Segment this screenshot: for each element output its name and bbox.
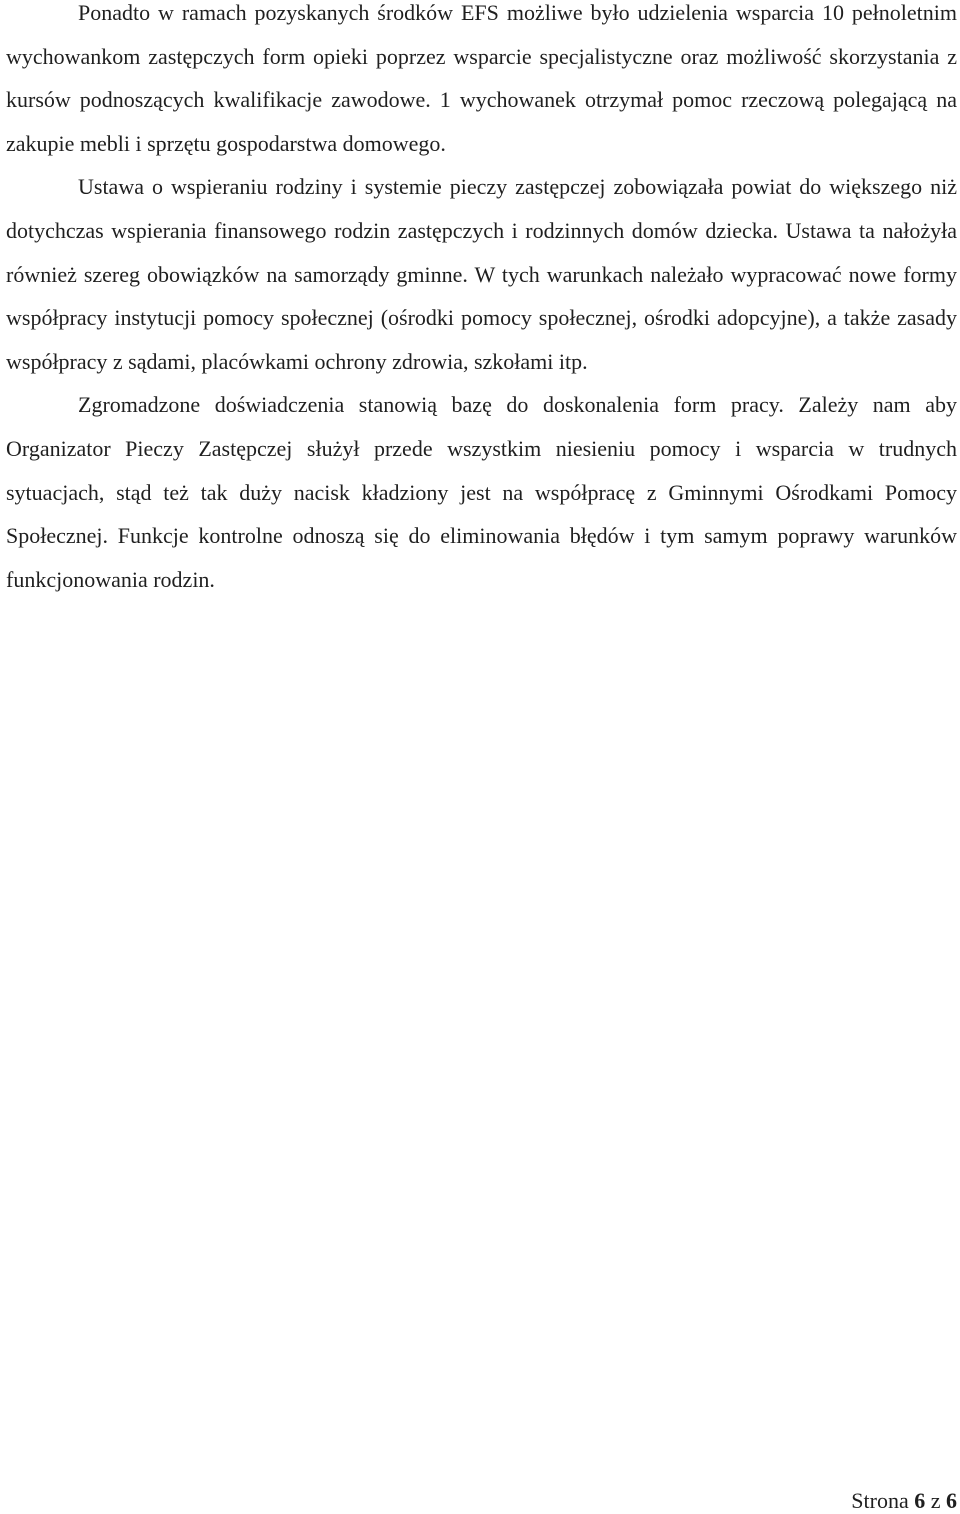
current-page-number: 6 (914, 1488, 926, 1513)
total-pages-number: 6 (946, 1488, 957, 1513)
paragraph-experience-cooperation: Zgromadzone doświadczenia stanowią bazę do doskonalenia form pracy. Zależy nam aby Organizator Pieczy Zastępczej służył przede wszystkim niesieniu pomocy i wsparcia w trudnych sytuacjach, stąd też tak duży nacisk kładziony jest na współpracę z Gminnymi Ośrodkami Pomocy Społecznej. Funkcje kontrolne odnoszą się do eliminowania błędów i tym samym poprawy warunków funkcjonowania rodzin. (6, 392, 957, 592)
paragraph-act-on-family-support: Ustawa o wspieraniu rodziny i systemie pieczy zastępczej zobowiązała powiat do większego niż dotychczas wspierania finansowego rodzin zastępczych i rodzinnych domów dziecka. Ustawa ta nałożyła również szereg obowiązków na samorządy gminne. W tych warunkach należało wypracować nowe formy współpracy instytucji pomocy społecznej (ośrodki pomocy społecznej, ośrodki adopcyjne), a także zasady współpracy z sądami, placówkami ochrony zdrowia, szkołami itp. (6, 174, 957, 374)
paragraph-efs-support: Ponadto w ramach pozyskanych środków EFS możliwe było udzielenia wsparcia 10 pełnoletnim wychowankom zastępczych form opieki poprzez wsparcie specjalistyczne oraz możliwość skorzystania z kursów podnoszących kwalifikacje zawodowe. 1 wychowanek otrzymał pomoc rzeczową polegającą na zakupie mebli i sprzętu gospodarstwa domowego. (6, 0, 957, 156)
page-separator: z (930, 1488, 941, 1513)
page-footer (851, 1488, 957, 1514)
page-label: Strona (851, 1488, 909, 1513)
body-text (6, 0, 957, 601)
